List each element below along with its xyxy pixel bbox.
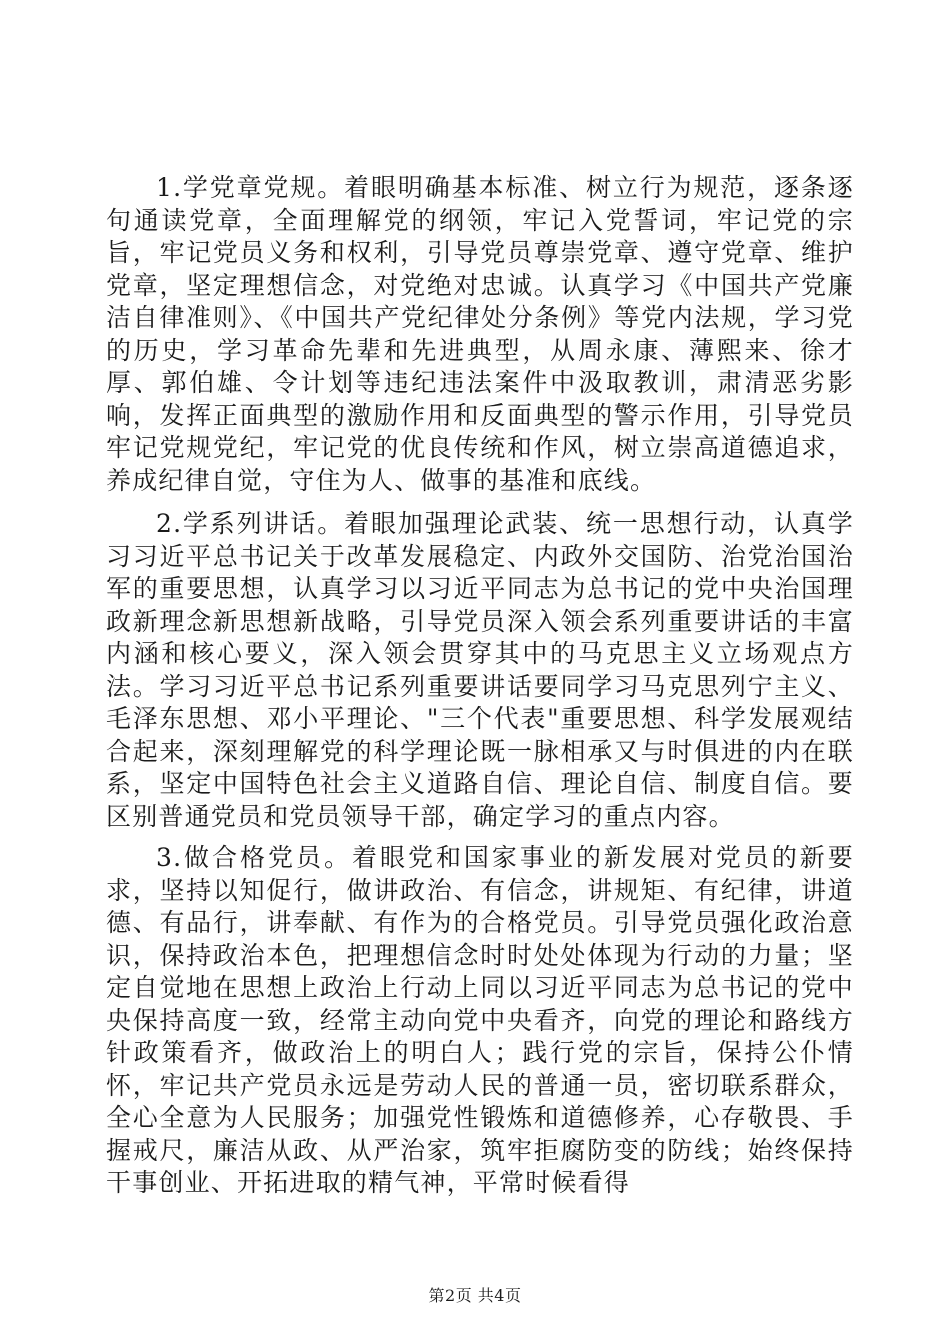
page-number-footer: 第2页 共4页	[428, 1286, 522, 1305]
paragraph-qualified-member: 3.做合格党员。着眼党和国家事业的新发展对党员的新要求，坚持以知促行，做讲政治、有信念，讲规矩、有纪律，讲道德、有品行，讲奉献、有作为的合格党员。引导党员强化政治意识，保持政治本色，把理想信念时时处处体现为行动的力量；坚定自觉地在思想上政治上行动上同以习近平同志为总书记的党中央保持高度一致，经常主动向党中央看齐，向党的理论和路线方针政策看齐，做政治上的明白人；践行党的宗旨，保持公仆情怀，牢记共产党员永远是劳动人民的普通一员，密切联系群众，全心全意为人民服务；加强党性锻炼和道德修养，心存敬畏、手握戒尺，廉洁从政、从严治家，筑牢拒腐防变的防线；始终保持干事创业、开拓进取的精气神，平常时候看得	[106, 843, 854, 1197]
paragraph-study-party-constitution: 1.学党章党规。着眼明确基本标准、树立行为规范，逐条逐句通读党章，全面理解党的纲领，牢记入党誓词，牢记党的宗旨，牢记党员义务和权利，引导党员尊崇党章、遵守党章、维护党章，坚定理想信念，对党绝对忠诚。认真学习《中国共产党廉洁自律准则》、《中国共产党纪律处分条例》等党内法规，学习党的历史，学习革命先辈和先进典型，从周永康、薄熙来、徐才厚、郭伯雄、令计划等违纪违法案件中汲取教训，肃清恶劣影响，发挥正面典型的激励作用和反面典型的警示作用，引导党员牢记党规党纪，牢记党的优良传统和作风，树立崇高道德追求，养成纪律自觉，守住为人、做事的基准和底线。	[106, 173, 854, 495]
paragraph-study-speeches: 2.学系列讲话。着眼加强理论武装、统一思想行动，认真学习习近平总书记关于改革发展稳定、内政外交国防、治党治国治军的重要思想，认真学习以习近平同志为总书记的党中央治国理政新理念新思想新战略，引导党员深入领会系列重要讲话的丰富内涵和核心要义，深入领会贯穿其中的马克思主义立场观点方法。学习习近平总书记系列重要讲话要同学习马克思列宁主义、毛泽东思想、邓小平理论、"三个代表"重要思想、科学发展观结合起来，深刻理解党的科学理论既一脉相承又与时俱进的内在联系，坚定中国特色社会主义道路自信、理论自信、制度自信。要区别普通党员和党员领导干部，确定学习的重点内容。	[106, 509, 854, 831]
